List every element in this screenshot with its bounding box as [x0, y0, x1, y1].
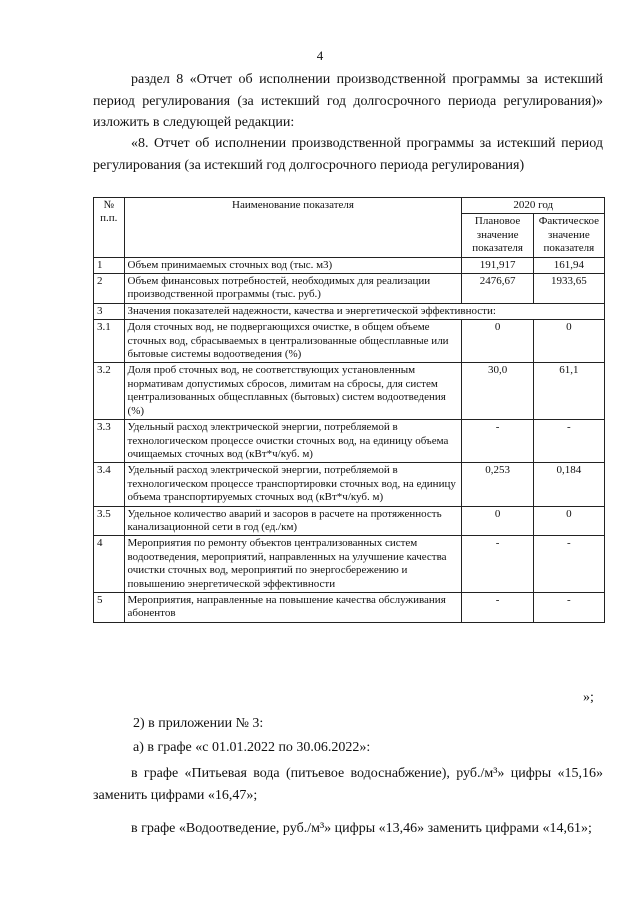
- row-planned: 0: [462, 320, 533, 363]
- section-title: «8. Отчет об исполнении производственной программы за истекший период регулирования (за истекший год долгосрочного периода регулирования): [93, 136, 603, 173]
- row-number: 3.4: [94, 463, 125, 506]
- table-row: [94, 420, 605, 463]
- table-row: [94, 274, 605, 304]
- row-planned: 191,917: [462, 257, 533, 273]
- table-row: [94, 320, 605, 363]
- row-name: Удельное количество аварий и засоров в расчете на протяженность канализационной сети в год (ед./км): [124, 506, 462, 536]
- row-planned: -: [462, 420, 533, 463]
- row-number: 3.1: [94, 320, 125, 363]
- table-row: [94, 363, 605, 420]
- row-planned: 0,253: [462, 463, 533, 506]
- table-row: [94, 257, 605, 273]
- row-number: 3.5: [94, 506, 125, 536]
- table-row: [94, 506, 605, 536]
- header-actual: Фактическое значение показателя: [533, 214, 604, 257]
- row-planned: -: [462, 592, 533, 622]
- section-title-paragraph: [93, 133, 603, 176]
- row-name: Удельный расход электрической энергии, потребляемой в технологическом процессе очистки сточных вод, на единицу объема очищаемых сточных вод (кВт*ч/куб. м): [124, 420, 462, 463]
- page-number: 4: [316, 48, 324, 63]
- row-actual: -: [533, 420, 604, 463]
- row-number: 3.2: [94, 363, 125, 420]
- quote-end: »;: [583, 690, 594, 705]
- row-name: Значения показателей надежности, качества и энергетической эффективности:: [124, 303, 604, 319]
- table-row: [94, 592, 605, 622]
- row-actual: -: [533, 592, 604, 622]
- appendix-paragraph: 2) в приложении № 3:: [133, 716, 264, 731]
- row-actual: 161,94: [533, 257, 604, 273]
- header-num: № п.п.: [94, 198, 125, 258]
- drainage-paragraph: [93, 818, 603, 840]
- row-actual: -: [533, 536, 604, 593]
- column-paragraph: а) в графе «с 01.01.2022 по 30.06.2022»:: [133, 740, 371, 755]
- row-number: 5: [94, 592, 125, 622]
- report-table: [93, 197, 605, 623]
- row-planned: 0: [462, 506, 533, 536]
- header-name: Наименование показателя: [124, 198, 462, 258]
- row-name: Мероприятия по ремонту объектов централизованных систем водоотведения, мероприятий, направленных на улучшение качества очистки сточных вод, мероприятий по энергосбережению и повышению энергетической эффективности: [124, 536, 462, 593]
- water-paragraph: [93, 763, 603, 806]
- table-header-row: [94, 198, 605, 214]
- row-actual: 1933,65: [533, 274, 604, 304]
- row-name: Объем финансовых потребностей, необходимых для реализации производственной программы (тыс. руб.): [124, 274, 462, 304]
- header-year: 2020 год: [462, 198, 605, 214]
- intro-text: раздел 8 «Отчет об исполнении производственной программы за истекший период регулирования (за истекший год долгосрочного периода регулирования)» изложить в следующей редакции:: [93, 72, 603, 130]
- row-number: 3: [94, 303, 125, 319]
- row-actual: 0: [533, 320, 604, 363]
- row-name: Мероприятия, направленные на повышение качества обслуживания абонентов: [124, 592, 462, 622]
- row-name: Удельный расход электрической энергии, потребляемой в технологическом процессе транспортировки сточных вод, на единицу объема транспортируемых сточных вод (кВт*ч/куб. м): [124, 463, 462, 506]
- row-actual: 61,1: [533, 363, 604, 420]
- row-number: 2: [94, 274, 125, 304]
- row-number: 1: [94, 257, 125, 273]
- row-planned: -: [462, 536, 533, 593]
- row-name: Доля сточных вод, не подвергающихся очистке, в общем объеме сточных вод, сбрасываемых в централизованные общесплавные или бытовые системы водоотведения (%): [124, 320, 462, 363]
- drainage-text: в графе «Водоотведение, руб./м³» цифры «13,46» заменить цифрами «14,61»;: [131, 821, 592, 836]
- row-name: Доля проб сточных вод, не соответствующих установленным нормативам допустимых сбросов, лимитам на сбросы, для систем централизованных общесплавных (бытовых) систем водоотведения (%): [124, 363, 462, 420]
- row-name: Объем принимаемых сточных вод (тыс. м3): [124, 257, 462, 273]
- table-row: [94, 303, 605, 319]
- row-actual: 0: [533, 506, 604, 536]
- row-planned: 2476,67: [462, 274, 533, 304]
- row-number: 3.3: [94, 420, 125, 463]
- intro-paragraph: [93, 69, 603, 134]
- header-planned: Плановое значение показателя: [462, 214, 533, 257]
- row-actual: 0,184: [533, 463, 604, 506]
- table-row: [94, 463, 605, 506]
- row-number: 4: [94, 536, 125, 593]
- table-row: [94, 536, 605, 593]
- water-text: в графе «Питьевая вода (питьевое водоснабжение), руб./м³» цифры «15,16» заменить цифрами «16,47»;: [93, 766, 603, 803]
- row-planned: 30,0: [462, 363, 533, 420]
